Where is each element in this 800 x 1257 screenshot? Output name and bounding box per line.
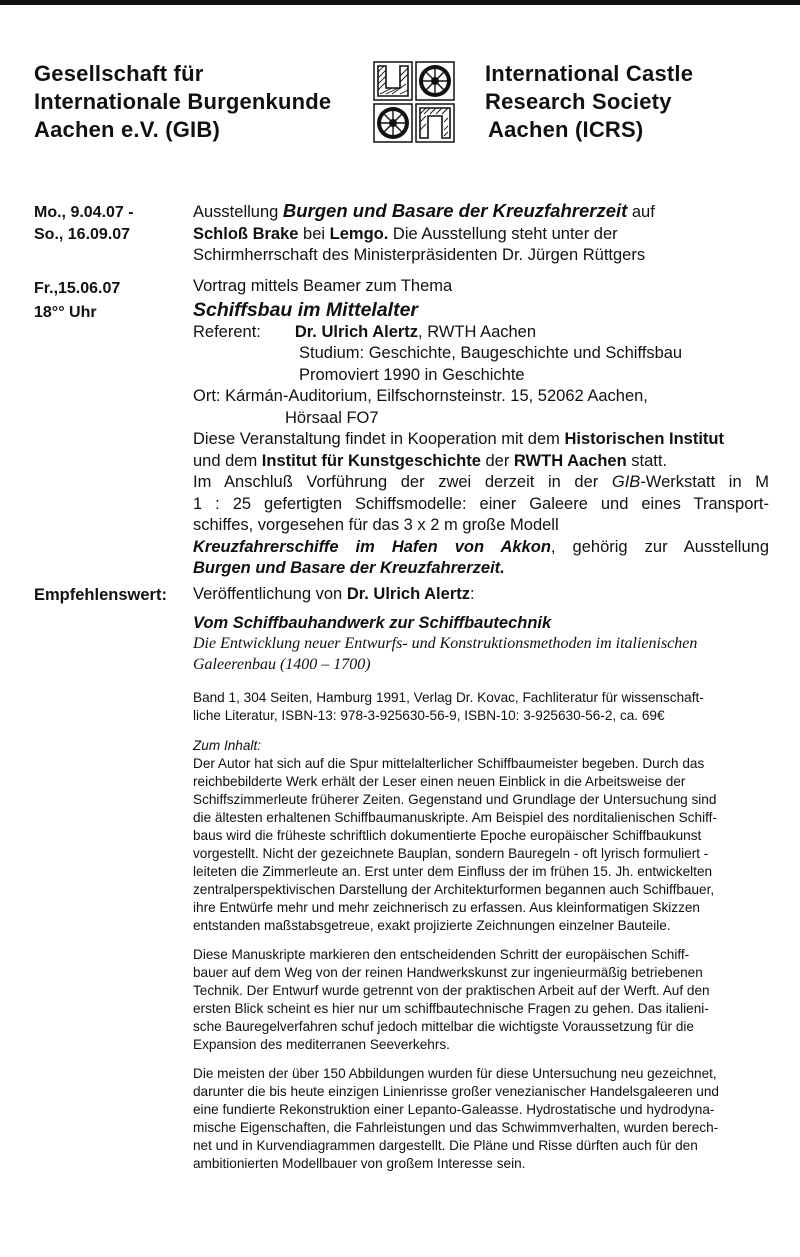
exhibition-town: Lemgo. [329,224,389,243]
partner-institute: Historischen Institut [564,430,724,448]
event2-description [193,276,769,580]
summary-line: Expansion des mediterranen Seeverkehrs. [193,1037,450,1052]
header-left-line: Internationale Burgenkunde [34,89,332,114]
contents-label: Zum Inhalt: [193,738,261,753]
summary-line: darunter die bis heute einzigen Linienrisse großer venezianischer Handelsgaleeren und [193,1084,719,1099]
header-right-line: Aachen (ICRS) [488,117,644,142]
event2-when [34,278,120,324]
summary-line: sche Bauregelverfahren schuf jedoch mittelbar die wichtigste Voraussetzung für die [193,1019,694,1034]
exhibition-venue: Schloß Brake [193,224,299,243]
summary-line: entstanden maßstabsgetreue, exakt projizierte Zeichnungen einzelner Bauteile. [193,918,671,933]
summary-line: ersten Blick scheint es hier nur um schiffbautechnische Fragen zu gehen. Das italieni- [193,1001,709,1016]
header-left-line: Aachen e.V. (GIB) [34,117,220,142]
summary-line: vorgestellt. Nicht der gezeichnete Bauplan, sondern Bauregeln - oft lyrisch formuliert - [193,846,709,861]
publication-line [193,584,773,606]
event1-text: Ausstellung [193,203,283,221]
summary-line: mische Eigenschaften, die Fahrleistungen und das Schwimmverhalten, wurden berech- [193,1120,719,1135]
summary-line: reichbebilderte Werk erhält der Leser einen neuen Einblick in die Arbeitsweise der [193,774,686,789]
university-name: RWTH Aachen [513,451,627,470]
summary-line: leiteten die Zimmerleute an. Erst unter dem Einfluss der im frühen 15. Jh. entwickelten [193,864,713,879]
speaker-affiliation: , RWTH Aachen [418,322,537,341]
event2-text: -Werkstatt in M [640,473,769,491]
bibliographic-details [193,689,773,725]
society-acronym: GIB [611,473,641,491]
speaker-label: Referent: [193,322,261,341]
event2-text: und dem [193,451,262,470]
event1-description [193,200,733,267]
event1-text: Die Ausstellung steht unter der [388,224,618,243]
summary-line: Technik. Der Entwurf wurde getrennt von der praktischen Arbeit auf der Werft. Auf den [193,983,710,998]
event1-line1 [193,200,733,224]
summary-paragraph-2 [193,946,773,1054]
publication-author: Dr. Ulrich Alertz [346,585,470,603]
top-border-line [0,0,800,5]
logo-tile-top-right [416,62,454,100]
event1-text: auf [627,203,655,221]
summary-line: Schiffszimmerleute früherer Zeiten. Gegenstand und Grundlage der Untersuchung sind [193,792,717,807]
summary-line: die ältesten erhaltenen Schiffbaumanuskripte. Am Beispiel des norditalienischen Schiff- [193,810,717,825]
speaker-name: Dr. Ulrich Alertz [294,322,419,341]
logo-tile-top-left [374,62,412,100]
event2-text: Im Anschluß Vorführung der zwei derzeit in der [193,473,612,491]
venue-room: Hörsaal FO7 [285,408,379,427]
society-logo [372,60,456,144]
cooperation-line1 [193,429,769,451]
model-line1 [193,472,769,494]
model-line2: 1 : 25 gefertigten Schiffsmodelle: einer Galeere und eines Transport- [193,494,769,513]
event2-text: Diese Veranstaltung findet in Kooperation mit dem [193,430,565,448]
summary-paragraph-1 [193,755,773,935]
summary-line: bauer auf dem Weg von der reinen Handwerkskunst zur ingenieurmäßig betriebenen [193,965,703,980]
event2-text: statt. [626,451,668,470]
model-line3: schiffes, vorgesehen für das 3 x 2 m große Modell [193,516,559,534]
event1-dates [34,202,134,246]
summary-line: ihre Entwürfe mehr und mehr zeichnerisch zu erfassen. Aus kleinformatigen Skizzen [193,900,700,915]
book-subtitle-line: Die Entwicklung neuer Entwurfs- und Konstruktionsmethoden im italienischen [193,635,698,652]
model-title: Kreuzfahrerschiffe im Hafen von Akkon [193,537,551,556]
book-subtitle [193,633,773,675]
summary-line: ambitionierten Modellbauer von großem Interesse sein. [193,1156,526,1171]
summary-line: zentralperspektivischen Darstellung der Architekturformen begannen auch Schiffbauer, [193,882,715,897]
header-right-line: Research Society [485,89,672,114]
recommendation-label: Empfehlenswert: [34,586,167,604]
partner-institute: Institut für Kunstgeschichte [261,451,481,470]
event2-text: , gehörig zur Ausstellung [550,537,769,556]
book-subtitle-line: Galeerenbau (1400 – 1700) [193,656,371,673]
header-right-line: International Castle [485,61,694,86]
lecture-title: Schiffsbau im Mittelalter [193,298,419,321]
event1-line2 [193,224,733,246]
society-name-german [34,60,331,144]
cooperation-line2 [193,451,769,473]
society-name-english [485,60,693,144]
speaker-line [193,322,769,344]
event2-text: der [480,451,514,470]
summary-line: eine fundierte Rekonstruktion einer Lepanto-Galeasse. Hydrostatische und hydrodyna- [193,1102,715,1117]
logo-tile-bottom-left [374,104,412,142]
summary-paragraph-3 [193,1065,773,1173]
exhibition-title: Burgen und Basare der Kreuzfahrerzeit [282,200,628,221]
summary-line: Der Autor hat sich auf die Spur mittelalterlicher Schiffbaumeister begeben. Durch das [193,756,705,771]
event2-time: 18°° Uhr [34,304,97,321]
event2-date: Fr.,15.06.07 [34,280,121,297]
publication-text: Veröffentlichung von [193,585,347,603]
biblio-line: Band 1, 304 Seiten, Hamburg 1991, Verlag Dr. Kovac, Fachliteratur für wissenschaft- [193,690,704,705]
summary-line: Diese Manuskripte markieren den entscheidenden Schritt der europäischen Schiff- [193,947,690,962]
summary-line: Die meisten der über 150 Abbildungen wurden für diese Untersuchung neu gezeichnet, [193,1066,717,1081]
exhibition-title-repeat: Burgen und Basare der Kreuzfahrerzeit. [193,559,505,577]
speaker-doctorate: Promoviert 1990 in Geschichte [299,365,525,384]
event1-line3: Schirmherrschaft des Ministerpräsidenten Dr. Jürgen Rüttgers [193,246,646,264]
logo-tile-bottom-right [416,104,454,142]
biblio-line: liche Literatur, ISBN-13: 978-3-925630-56-9, ISBN-10: 3-925630-56-2, ca. 69€ [193,708,665,723]
speaker-study: Studium: Geschichte, Baugeschichte und Schiffsbau [299,344,683,362]
summary-line: net und in Kurvendiagrammen dargestellt. Die Pläne und Risse dürften auch für den [193,1138,698,1153]
book-title: Vom Schiffbauhandwerk zur Schiffbautechnik [193,614,552,632]
summary-line: baus wird die früheste schriftlich dokumentierte Epoche europäischer Schiffbaukunst [193,828,702,843]
event1-date-start: Mo., 9.04.07 - [34,204,134,221]
header-left-line: Gesellschaft für [34,61,204,86]
event1-date-end: So., 16.09.07 [34,226,131,243]
event2-intro: Vortrag mittels Beamer zum Thema [193,277,453,295]
model-line4 [193,537,769,559]
venue-line: Ort: Kármán-Auditorium, Eilfschornsteinstr. 15, 52062 Aachen, [193,387,648,405]
publication-text: : [469,585,475,603]
event1-text: bei [298,224,330,243]
